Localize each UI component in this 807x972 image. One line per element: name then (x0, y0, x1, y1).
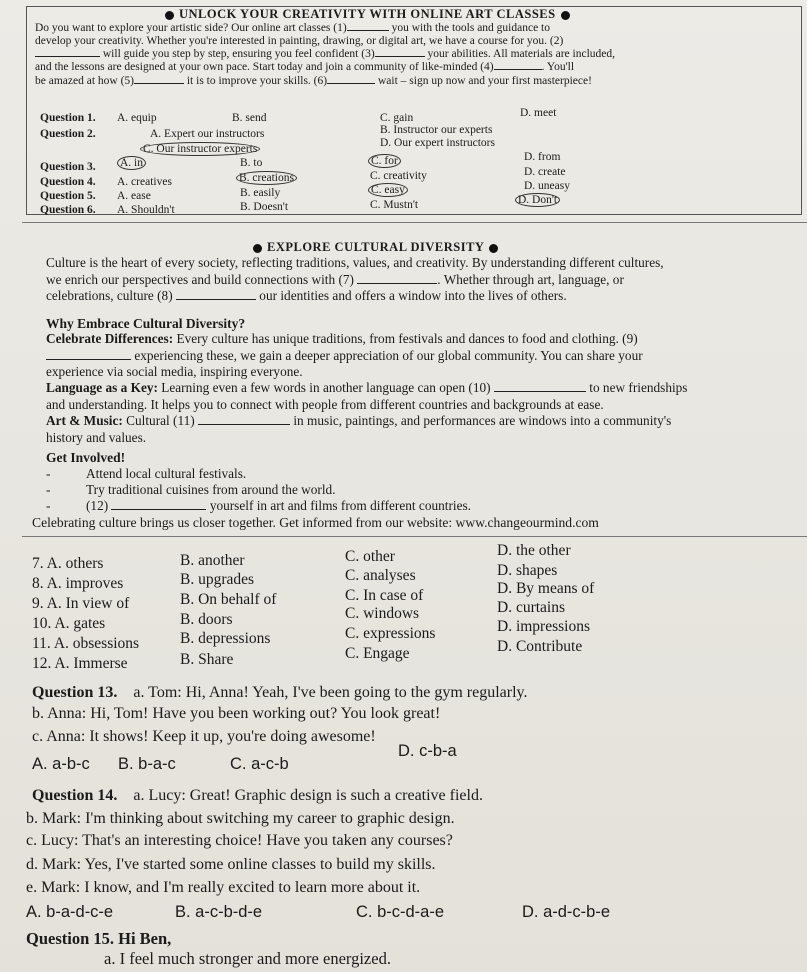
q3-option-b[interactable]: B. to (240, 157, 263, 169)
q4-option-b[interactable]: B. creations (236, 172, 297, 185)
blank-10 (494, 391, 586, 392)
art-line1: Art & Music: Cultural (11) in music, paintings, and performances are windows into a community's (46, 413, 672, 428)
blank-6 (327, 83, 375, 84)
celebrate-line1: Celebrate Differences: Every culture has unique traditions, from festivals and dances to food and clothing. (9) (46, 331, 638, 346)
why-heading: Why Embrace Cultural Diversity? (46, 316, 246, 331)
blank-7 (357, 283, 437, 284)
bullet-2: - Try traditional cuisines from around the world. (46, 482, 336, 497)
q2-option-d[interactable]: D. Our expert instructors (380, 137, 495, 149)
section2-title: EXPLORE CULTURAL DIVERSITY (248, 240, 503, 255)
q7-option-d[interactable]: D. the other (497, 542, 571, 559)
q15-label: Question 15. Hi Ben, (26, 929, 172, 948)
bullet-dot-icon (165, 11, 174, 20)
q1-option-a[interactable]: A. equip (117, 112, 157, 124)
q6-option-d[interactable]: D. Don't (515, 194, 560, 207)
blank-3 (375, 56, 425, 57)
celebrate-line2: experiencing these, we gain a deeper appreciation of our global community. You can share your (46, 348, 643, 363)
section1-title: UNLOCK YOUR CREATIVITY WITH ONLINE ART CLASSES (160, 8, 575, 21)
q8-option-a[interactable]: 8. A. improves (32, 575, 124, 592)
lang-line1: Language as a Key: Learning even a few words in another language can open (10) to new friendships (46, 380, 688, 395)
q9-option-a[interactable]: 9. A. In view of (32, 595, 130, 612)
bullet-1: - Attend local cultural festivals. (46, 466, 247, 481)
q6-option-c[interactable]: C. Mustn't (370, 199, 419, 211)
q2-option-b[interactable]: B. Instructor our experts (380, 124, 493, 136)
q1-option-d[interactable]: D. meet (520, 107, 557, 119)
q14-line-b: b. Mark: I'm thinking about switching my career to graphic design. (26, 810, 455, 827)
q13-option-d[interactable]: D. c-b-a (398, 742, 457, 760)
q8-option-d[interactable]: D. shapes (497, 562, 558, 579)
bullet-dot-icon (253, 244, 262, 253)
q7-option-b[interactable]: B. another (180, 552, 245, 569)
q12-option-a[interactable]: 12. A. Immerse (32, 655, 128, 672)
bullet-dot-icon (561, 11, 570, 20)
q9-option-c[interactable]: C. In case of (345, 587, 424, 604)
q6-label: Question 6. (40, 204, 96, 216)
q13-option-c[interactable]: C. a-c-b (230, 755, 289, 773)
q11-option-a[interactable]: 11. A. obsessions (32, 635, 140, 652)
celebrate-line3: experience via social media, inspiring everyone. (46, 364, 303, 379)
blank-2 (35, 56, 100, 57)
closing-line: Celebrating culture brings us closer together. Get informed from our website: www.changeourmind.com (32, 515, 599, 530)
bullet-3: - (12) yourself in art and films from different countries. (46, 498, 471, 513)
q5-option-b[interactable]: B. easily (240, 187, 281, 199)
q13-line-a: Question 13. a. Tom: Hi, Anna! Yeah, I've been going to the gym regularly. (32, 684, 528, 701)
q1-option-b[interactable]: B. send (232, 112, 267, 124)
q2-option-c[interactable]: C. Our instructor experts (140, 143, 260, 156)
s2-p1-line1: Culture is the heart of every society, reflecting traditions, values, and creativity. By understanding different cultures, (46, 255, 664, 270)
blank-4 (494, 69, 542, 70)
q11-option-d[interactable]: D. impressions (497, 618, 590, 635)
q4-option-c[interactable]: C. creativity (370, 170, 427, 182)
s2-p1-line2: we enrich our perspectives and build connections with (7) . Whether through art, language, or (46, 272, 624, 287)
blank-11 (198, 424, 290, 425)
q14-option-c[interactable]: C. b-c-d-a-e (356, 903, 445, 921)
s1-line4: and the lessons are designed at your own pace. Start today and join a community of like-minded (4) . You'll (35, 61, 575, 73)
q13-line-b: b. Anna: Hi, Tom! Have you been working out? You look great! (32, 705, 441, 722)
blank-5 (134, 83, 184, 84)
q14-line-e: e. Mark: I know, and I'm really excited to learn more about it. (26, 879, 421, 896)
q10-option-d[interactable]: D. curtains (497, 599, 566, 616)
blank-1 (347, 30, 389, 31)
q1-label: Question 1. (40, 112, 96, 124)
q8-option-c[interactable]: C. analyses (345, 567, 416, 584)
q3-option-a[interactable]: A. in (117, 157, 146, 170)
q5-option-d[interactable]: D. uneasy (524, 180, 570, 192)
q13-option-b[interactable]: B. b-a-c (118, 755, 176, 773)
q12-option-c[interactable]: C. Engage (345, 645, 410, 662)
q13-line-c: c. Anna: It shows! Keep it up, you're doing awesome! (32, 728, 376, 745)
bullet-dot-icon (489, 244, 498, 253)
blank-12 (111, 509, 206, 510)
q14-line-c: c. Lucy: That's an interesting choice! Have you taken any courses? (26, 832, 453, 849)
q13-option-a[interactable]: A. a-b-c (32, 755, 90, 773)
q8-option-b[interactable]: B. upgrades (180, 571, 255, 588)
q6-option-b[interactable]: B. Doesn't (240, 201, 289, 213)
q7-option-a[interactable]: 7. A. others (32, 555, 104, 572)
s1-line3: will guide you step by step, ensuring you feel confident (3) your abilities. All materials are included, (35, 48, 615, 61)
q14-line-a: Question 14. a. Lucy: Great! Graphic design is such a creative field. (32, 787, 483, 804)
q14-line-d: d. Mark: Yes, I've started some online classes to build my skills. (26, 856, 436, 873)
q3-label: Question 3. (40, 161, 96, 173)
q14-option-b[interactable]: B. a-c-b-d-e (175, 903, 263, 921)
q14-option-d[interactable]: D. a-d-c-b-e (522, 903, 611, 921)
q14-option-a[interactable]: A. b-a-d-c-e (26, 903, 114, 921)
blank-8 (176, 299, 256, 300)
s2-p1-line3: celebrations, culture (8) our identities and offers a window into the lives of others. (46, 288, 567, 303)
q11-option-b[interactable]: B. depressions (180, 630, 271, 647)
q5-option-c[interactable]: C. easy (368, 184, 408, 197)
q9-option-d[interactable]: D. By means of (497, 580, 595, 597)
s1-line5: be amazed at how (5) it is to improve your skills. (6) wait – sign up now and your first masterpiece! (35, 75, 592, 87)
q15-line-a: a. I feel much stronger and more energized. (104, 949, 391, 968)
q4-option-d[interactable]: D. create (524, 166, 566, 178)
lang-line2: and understanding. It helps you to connect with people from different countries and backgrounds at ease. (46, 397, 604, 412)
q4-label: Question 4. (40, 176, 96, 188)
q2-option-a[interactable]: A. Expert our instructors (150, 128, 265, 140)
art-line2: history and values. (46, 430, 147, 445)
q12-option-b[interactable]: B. Share (180, 651, 234, 668)
q10-option-a[interactable]: 10. A. gates (32, 615, 106, 632)
q12-option-d[interactable]: D. Contribute (497, 638, 583, 655)
section2-bottom-rule (22, 536, 807, 537)
q1-option-c[interactable]: C. gain (380, 112, 414, 124)
q4-option-a[interactable]: A. creatives (117, 176, 172, 188)
blank-9 (46, 359, 131, 360)
q5-option-a[interactable]: A. ease (117, 190, 151, 202)
s1-line1: Do you want to explore your artistic side? Our online art classes (1) you with the tools and guidance to (35, 22, 550, 34)
q3-option-d[interactable]: D. from (524, 151, 561, 163)
q5-label: Question 5. (40, 190, 96, 202)
q9-option-b[interactable]: B. On behalf of (180, 591, 277, 608)
q10-option-c[interactable]: C. windows (345, 605, 420, 622)
q11-option-c[interactable]: C. expressions (345, 625, 436, 642)
q7-option-c[interactable]: C. other (345, 548, 395, 565)
get-involved-heading: Get Involved! (46, 450, 126, 465)
q6-option-a[interactable]: A. Shouldn't (117, 204, 175, 216)
s1-line2: develop your creativity. Whether you're interested in painting, drawing, or digital art, we have a course for you. (2) (35, 35, 564, 47)
q10-option-b[interactable]: B. doors (180, 611, 233, 628)
q3-option-c[interactable]: C. for (368, 155, 401, 168)
q2-label: Question 2. (40, 128, 96, 140)
